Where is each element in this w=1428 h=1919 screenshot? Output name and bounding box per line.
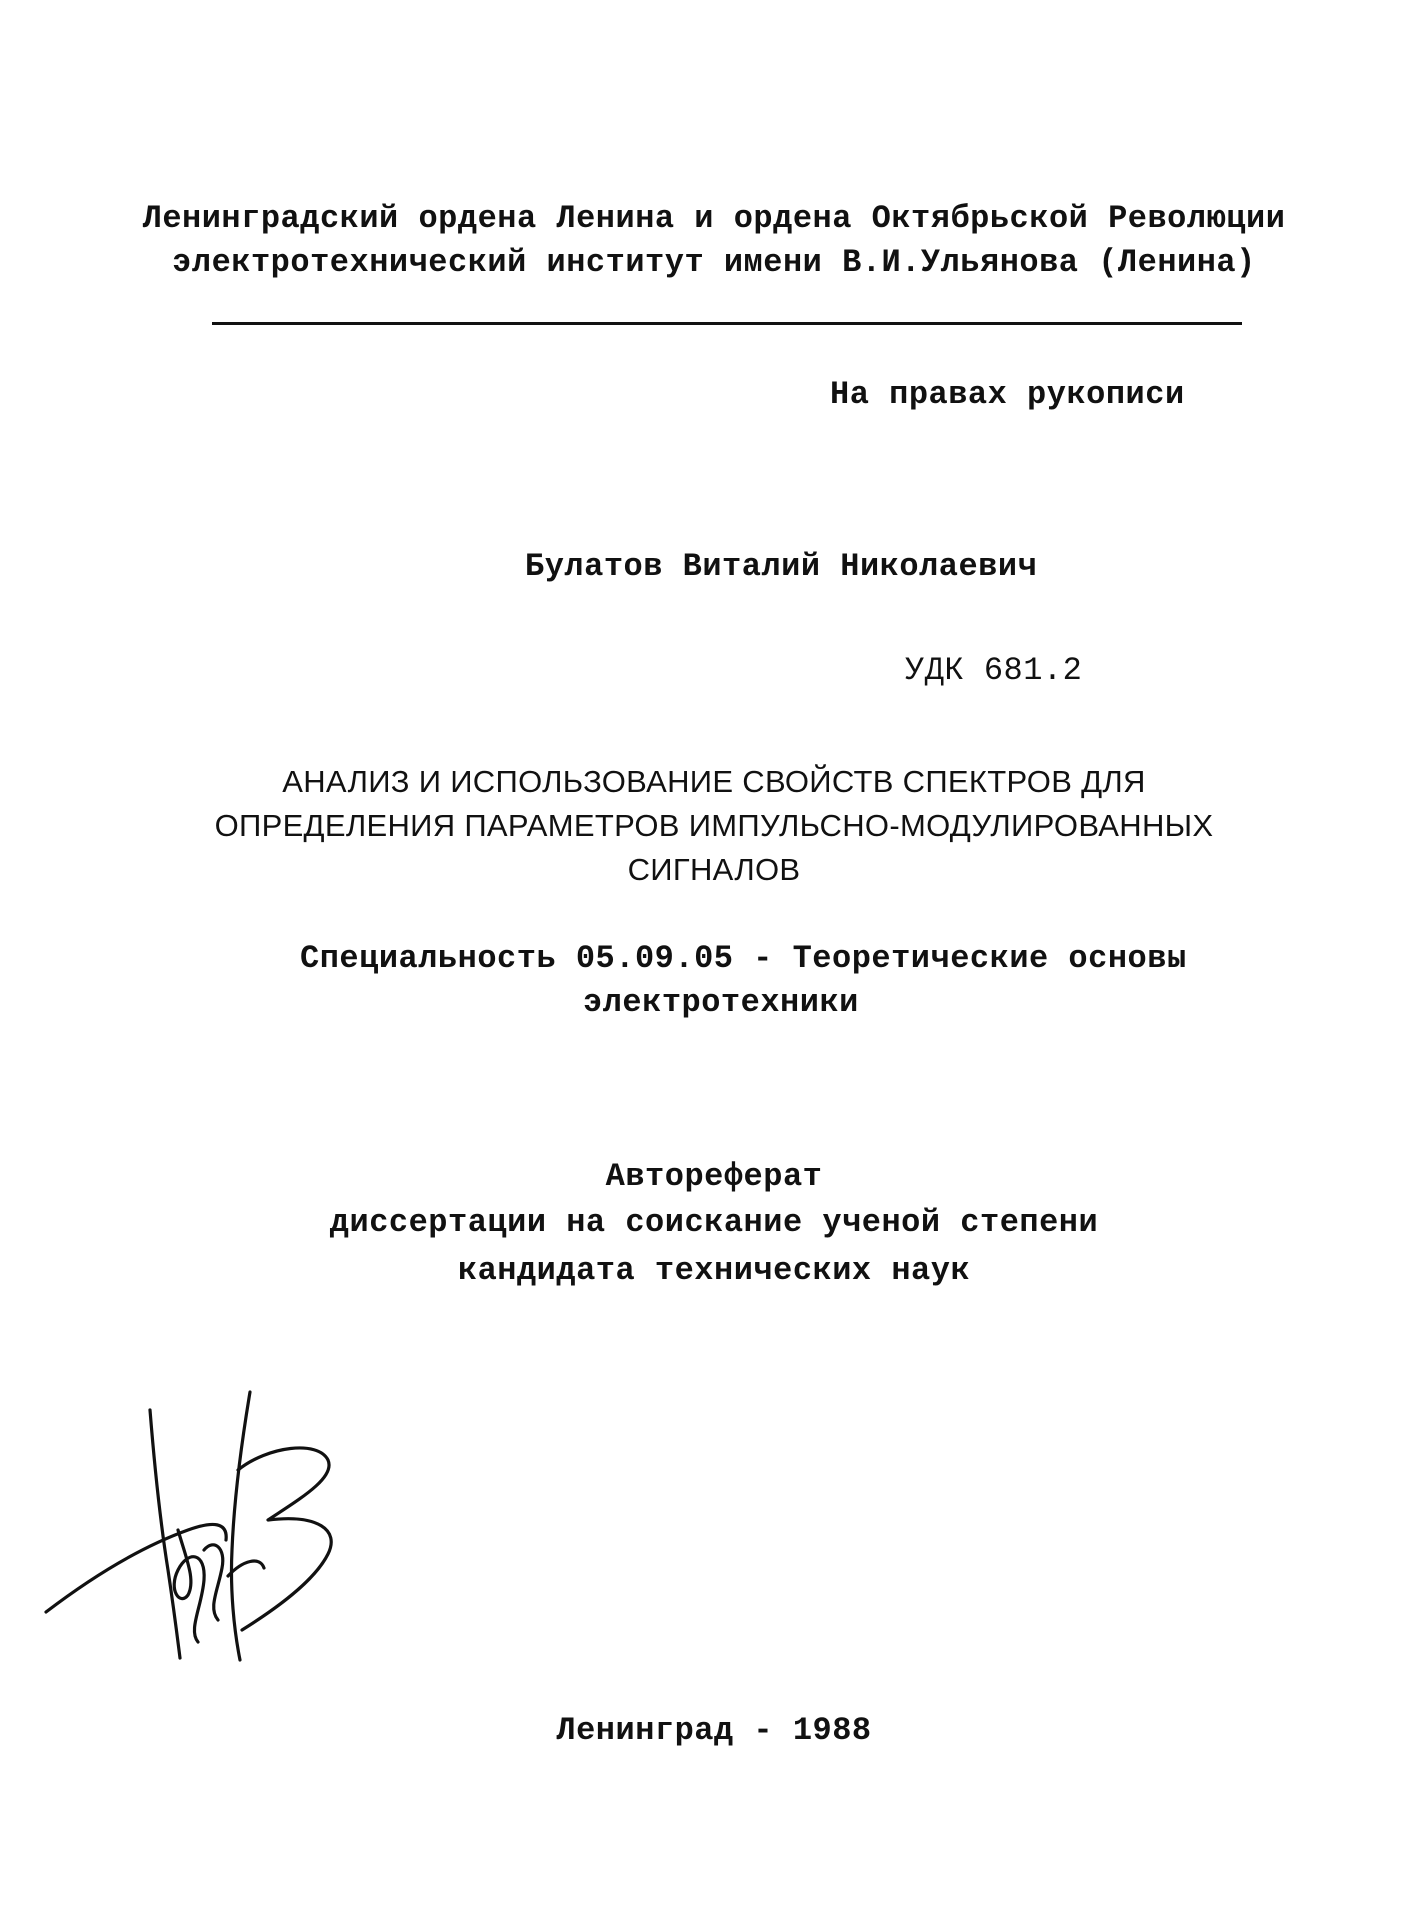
author-name: Булатов Виталий Николаевич [525,548,1038,585]
dissertation-title-line-1: АНАЛИЗ И ИСПОЛЬЗОВАНИЕ СВОЙСТВ СПЕКТРОВ ДЛЯ [282,764,1146,799]
manuscript-note: На правах рукописи [830,376,1185,413]
dissertation-title-line-2: ОПРЕДЕЛЕНИЯ ПАРАМЕТРОВ ИМПУЛЬСНО-МОДУЛИРОВАННЫХ [214,808,1214,843]
abstract-subtitle-line-1: диссертации на соискание ученой степени [329,1204,1099,1241]
specialty-line-2: электротехники [583,984,859,1021]
header-divider [212,322,1242,325]
handwritten-signature [28,1380,358,1680]
institute-name-line-2: электротехнический институт имени В.И.Ульянова (Ленина) [172,244,1256,281]
city-year: Ленинград - 1988 [556,1712,872,1749]
udc-code: УДК 681.2 [905,652,1083,689]
abstract-subtitle-line-2: кандидата технических наук [457,1252,971,1289]
institute-name-line-1: Ленинградский ордена Ленина и ордена Октябрьской Революции [142,200,1286,237]
dissertation-title-line-3: СИГНАЛОВ [627,852,801,887]
abstract-heading: Автореферат [605,1158,823,1195]
specialty-line-1: Специальность 05.09.05 - Теоретические основы [300,940,1187,977]
